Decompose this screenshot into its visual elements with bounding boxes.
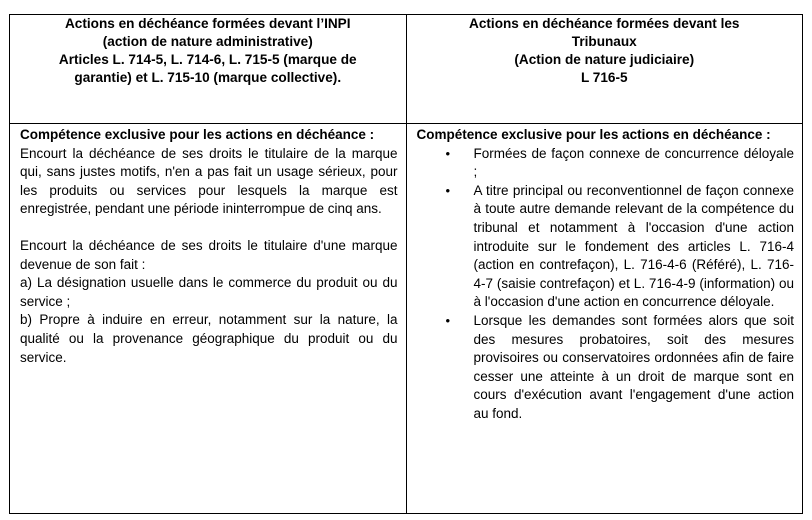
- header-left-line-2: (action de nature administrative): [102, 34, 313, 49]
- header-left-line-4: garantie) et L. 715-10 (marque collective).: [74, 70, 342, 85]
- list-item: [417, 145, 795, 182]
- table-body-row: [10, 124, 803, 514]
- left-item-a: a) La désignation usuelle dans le commerce du produit ou du service ;: [20, 275, 398, 309]
- header-cell-inpi: [10, 15, 407, 124]
- left-paragraph-2: Encourt la déchéance de ses droits le titulaire d'une marque devenue de son fait :: [20, 237, 398, 272]
- header-left-line-3: Articles L. 714-5, L. 714-6, L. 715-5 (marque de: [58, 52, 357, 67]
- header-right-line-1: Actions en déchéance formées devant les: [469, 16, 740, 31]
- header-right-line-4: L 716-5: [580, 70, 628, 85]
- bullet-icon: •: [445, 145, 451, 161]
- left-paragraph-1: Encourt la déchéance de ses droits le titulaire de la marque qui, sans justes motifs, n'en a pas fait un usage sérieux, pour les produits ou services pour lesquels la marque est enregistrée, pendant une période ininterrompue de cinq ans.: [20, 145, 398, 217]
- list-item: [417, 312, 795, 424]
- body-cell-inpi: [10, 124, 407, 514]
- header-right-line-2: Tribunaux: [571, 34, 637, 49]
- header-cell-tribunaux: [406, 15, 803, 124]
- decheance-comparison-table: [9, 14, 803, 514]
- list-item: [417, 182, 795, 312]
- table-header-row: [10, 15, 803, 124]
- right-heading: Compétence exclusive pour les actions en déchéance :: [416, 127, 771, 142]
- header-left-line-1: Actions en déchéance formées devant l’INPI: [64, 16, 351, 31]
- left-item-b: b) Propre à induire en erreur, notamment sur la nature, la qualité ou la provenance géographique du produit ou du service.: [20, 312, 398, 365]
- bullet-icon: •: [445, 312, 451, 328]
- bullet-text-1: Formées de façon connexe de concurrence déloyale ;: [473, 145, 794, 180]
- bullet-text-2: A titre principal ou reconventionnel de façon connexe à toute autre demande relevant de la compétence du tribunal et notamment à l'occasion d'une action introduite sur le fondement des articles L. 716-4 (action en contrefaçon), L. 716-4-6 (Référé), L. 716-4-7 (saisie contrefaçon) et L. 716-4-9 (information) ou à l'occasion d'une action en concurrence déloyale.: [473, 182, 794, 310]
- body-cell-tribunaux: [406, 124, 803, 514]
- bullet-text-3: Lorsque les demandes sont formées alors que soit des mesures probatoires, soit des mesures provisoires ou conservatoires ordonnées afin de faire cesser une atteinte à un droit de marque sont en cours d'exécution avant l'engagement d'une action au fond.: [473, 312, 794, 421]
- header-right-line-3: (Action de nature judiciaire): [514, 52, 695, 67]
- bullet-icon: •: [445, 182, 451, 198]
- right-bullet-list: [417, 145, 795, 424]
- left-heading: Compétence exclusive pour les actions en déchéance :: [20, 127, 375, 142]
- paragraph-gap: [20, 219, 398, 237]
